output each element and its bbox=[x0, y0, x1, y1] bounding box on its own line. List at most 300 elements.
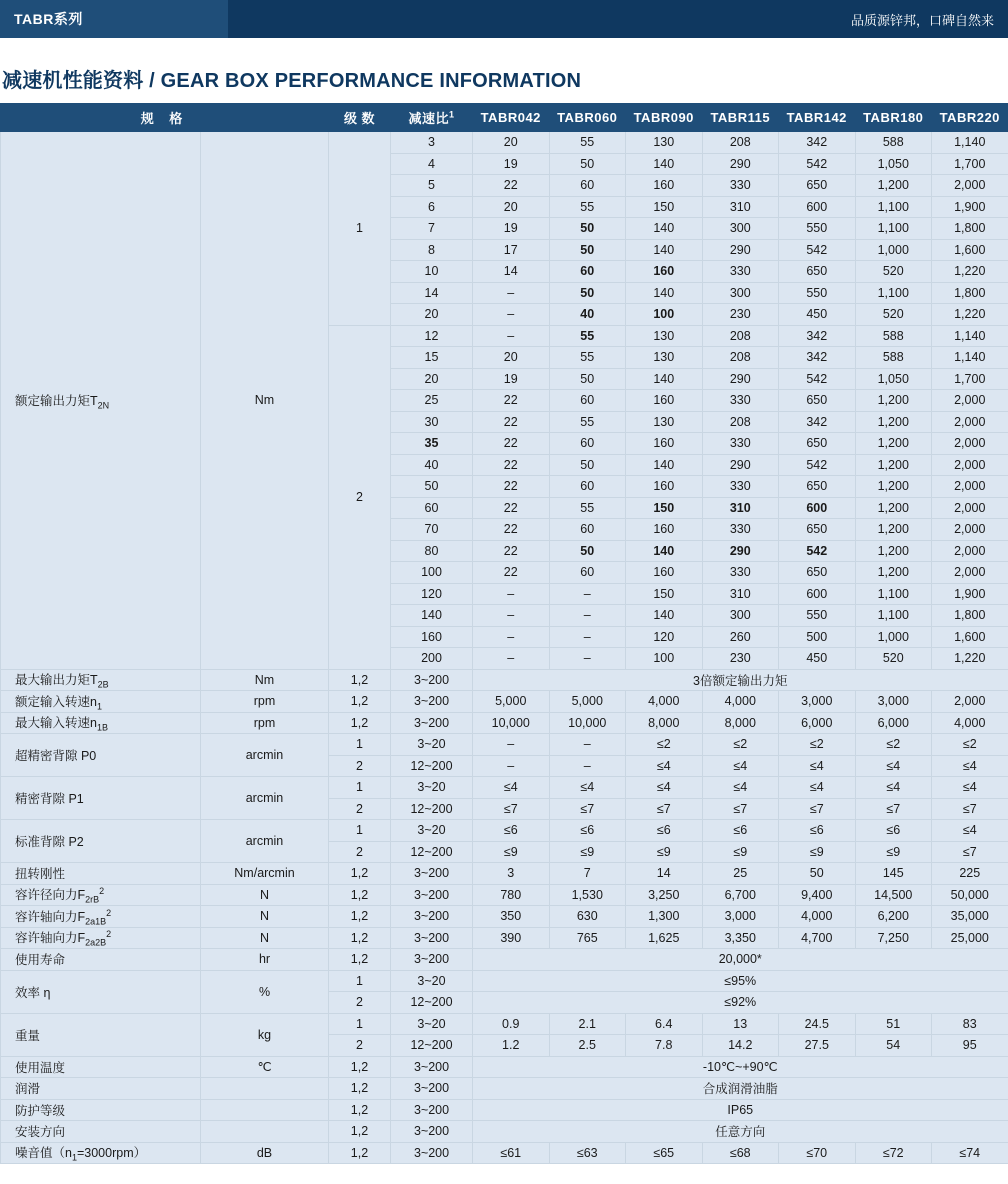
table-row bbox=[1, 1142, 1008, 1164]
value-cell: 1,220 bbox=[932, 648, 1008, 670]
value-cell: ≤4 bbox=[702, 777, 779, 799]
column-header-model-2: TABR090 bbox=[626, 104, 703, 132]
row-label: 润滑 bbox=[1, 1078, 201, 1100]
value-cell: 55 bbox=[549, 347, 626, 369]
value-cell: 300 bbox=[702, 218, 779, 240]
value-cell: 1,200 bbox=[855, 562, 932, 584]
slogan-text: 品质源锌邦，口碑自然来 bbox=[850, 12, 994, 28]
value-cell: 40 bbox=[549, 304, 626, 326]
value-cell: – bbox=[473, 626, 550, 648]
value-cell: 14,500 bbox=[855, 884, 932, 906]
value-cell: 1,200 bbox=[855, 476, 932, 498]
value-cell: 208 bbox=[702, 132, 779, 154]
value-cell: 765 bbox=[549, 927, 626, 949]
value-cell: 25 bbox=[702, 863, 779, 885]
stage-cell: 1,2 bbox=[329, 1099, 391, 1121]
row-label: 容许轴向力$F_{2a2B}^2$ bbox=[1, 927, 201, 949]
value-cell: 60 bbox=[549, 519, 626, 541]
column-header-model-4: TABR142 bbox=[779, 104, 856, 132]
value-cell: – bbox=[549, 734, 626, 756]
value-cell: 650 bbox=[779, 519, 856, 541]
value-cell: – bbox=[549, 605, 626, 627]
value-cell: 14 bbox=[473, 261, 550, 283]
value-cell: ≤4 bbox=[855, 777, 932, 799]
row-label: 扭转刚性 bbox=[1, 863, 201, 885]
table-row bbox=[1, 712, 1008, 734]
value-cell: 19 bbox=[473, 153, 550, 175]
ratio-cell: 3~200 bbox=[391, 949, 473, 971]
value-cell: 630 bbox=[549, 906, 626, 928]
ratio-cell: 3~200 bbox=[391, 712, 473, 734]
value-cell: 50 bbox=[549, 368, 626, 390]
value-cell: 600 bbox=[779, 196, 856, 218]
row-unit: arcmin bbox=[201, 820, 329, 863]
value-cell: 4,000 bbox=[626, 691, 703, 713]
ratio-cell: 3~20 bbox=[391, 820, 473, 842]
value-cell: 1,140 bbox=[932, 347, 1008, 369]
value-cell: 160 bbox=[626, 390, 703, 412]
value-cell: 1,900 bbox=[932, 196, 1008, 218]
value-cell: ≤4 bbox=[626, 755, 703, 777]
page-header bbox=[0, 0, 1008, 38]
ratio-cell: 10 bbox=[391, 261, 473, 283]
value-cell: 542 bbox=[779, 540, 856, 562]
value-cell: – bbox=[549, 755, 626, 777]
value-cell: 588 bbox=[855, 347, 932, 369]
value-cell: 60 bbox=[549, 175, 626, 197]
value-cell: 1,050 bbox=[855, 368, 932, 390]
stage-cell: 2 bbox=[329, 992, 391, 1014]
column-header-stage: 级 数 bbox=[329, 104, 391, 132]
value-cell: 208 bbox=[702, 411, 779, 433]
value-cell: 2,000 bbox=[932, 390, 1008, 412]
value-cell: ≤74 bbox=[932, 1142, 1008, 1164]
value-cell: 1,200 bbox=[855, 175, 932, 197]
ratio-cell: 120 bbox=[391, 583, 473, 605]
value-cell: 50 bbox=[549, 454, 626, 476]
stage-cell: 1 bbox=[329, 1013, 391, 1035]
value-cell: 22 bbox=[473, 562, 550, 584]
value-cell: ≤7 bbox=[702, 798, 779, 820]
table-row bbox=[1, 1099, 1008, 1121]
value-cell: 330 bbox=[702, 175, 779, 197]
ratio-cell: 3~200 bbox=[391, 1099, 473, 1121]
value-cell: ≤4 bbox=[779, 755, 856, 777]
row-unit bbox=[201, 1121, 329, 1143]
stage-cell: 2 bbox=[329, 798, 391, 820]
table-row bbox=[1, 970, 1008, 992]
stage-cell: 1,2 bbox=[329, 712, 391, 734]
value-cell: ≤9 bbox=[473, 841, 550, 863]
value-cell: 3,350 bbox=[702, 927, 779, 949]
value-cell: 22 bbox=[473, 411, 550, 433]
value-cell: ≤6 bbox=[549, 820, 626, 842]
value-cell: ≤6 bbox=[626, 820, 703, 842]
value-cell: 330 bbox=[702, 562, 779, 584]
ratio-cell: 12~200 bbox=[391, 755, 473, 777]
value-cell: – bbox=[473, 734, 550, 756]
table-row bbox=[1, 691, 1008, 713]
value-cell: 290 bbox=[702, 454, 779, 476]
value-cell: 60 bbox=[549, 562, 626, 584]
value-cell: 50 bbox=[549, 239, 626, 261]
value-cell: ≤9 bbox=[702, 841, 779, 863]
value-cell: ≤4 bbox=[779, 777, 856, 799]
ratio-cell: 200 bbox=[391, 648, 473, 670]
value-cell: 1,100 bbox=[855, 282, 932, 304]
value-cell: 330 bbox=[702, 519, 779, 541]
value-cell: 3,000 bbox=[702, 906, 779, 928]
value-cell: 150 bbox=[626, 497, 703, 519]
row-label: 重量 bbox=[1, 1013, 201, 1056]
value-cell: 3,000 bbox=[779, 691, 856, 713]
row-unit: kg bbox=[201, 1013, 329, 1056]
value-cell: 140 bbox=[626, 218, 703, 240]
value-cell: 520 bbox=[855, 648, 932, 670]
ratio-cell: 3~200 bbox=[391, 1121, 473, 1143]
row-unit: hr bbox=[201, 949, 329, 971]
value-cell: 650 bbox=[779, 261, 856, 283]
ratio-cell: 12~200 bbox=[391, 841, 473, 863]
value-cell: 290 bbox=[702, 540, 779, 562]
value-cell: 20 bbox=[473, 196, 550, 218]
value-cell: 330 bbox=[702, 390, 779, 412]
row-unit: arcmin bbox=[201, 734, 329, 777]
ratio-cell: 7 bbox=[391, 218, 473, 240]
column-header-ratio bbox=[391, 104, 473, 132]
value-cell: 7 bbox=[549, 863, 626, 885]
stage-cell: 1,2 bbox=[329, 863, 391, 885]
value-cell: 10,000 bbox=[549, 712, 626, 734]
value-cell: 1,140 bbox=[932, 325, 1008, 347]
column-header-model-6: TABR220 bbox=[932, 104, 1008, 132]
value-cell: 50 bbox=[549, 218, 626, 240]
row-unit bbox=[201, 1078, 329, 1100]
stage-cell: 1,2 bbox=[329, 884, 391, 906]
value-cell: 145 bbox=[855, 863, 932, 885]
value-cell: 310 bbox=[702, 583, 779, 605]
table-body bbox=[1, 132, 1008, 1164]
value-cell: 17 bbox=[473, 239, 550, 261]
row-label: 使用温度 bbox=[1, 1056, 201, 1078]
ratio-cell: 8 bbox=[391, 239, 473, 261]
ratio-cell: 60 bbox=[391, 497, 473, 519]
row-unit: rpm bbox=[201, 712, 329, 734]
value-cell: ≤7 bbox=[549, 798, 626, 820]
value-cell: 3,250 bbox=[626, 884, 703, 906]
value-cell: 6,200 bbox=[855, 906, 932, 928]
value-cell: 4,700 bbox=[779, 927, 856, 949]
value-cell: 650 bbox=[779, 476, 856, 498]
value-cell: 24.5 bbox=[779, 1013, 856, 1035]
ratio-text: 减速比 bbox=[408, 111, 449, 126]
value-cell: 4,000 bbox=[702, 691, 779, 713]
value-cell: ≤9 bbox=[626, 841, 703, 863]
value-cell: 1,000 bbox=[855, 239, 932, 261]
value-cell: 83 bbox=[932, 1013, 1008, 1035]
value-cell: ≤4 bbox=[932, 755, 1008, 777]
ratio-cell: 12~200 bbox=[391, 1035, 473, 1057]
value-cell: 450 bbox=[779, 304, 856, 326]
value-cell: 1,200 bbox=[855, 497, 932, 519]
row-unit: dB bbox=[201, 1142, 329, 1164]
value-cell: 55 bbox=[549, 325, 626, 347]
value-cell: ≤65 bbox=[626, 1142, 703, 1164]
value-cell: 2,000 bbox=[932, 476, 1008, 498]
ratio-cell: 3~200 bbox=[391, 906, 473, 928]
ratio-cell: 3~200 bbox=[391, 669, 473, 691]
value-cell: 13 bbox=[702, 1013, 779, 1035]
table-row bbox=[1, 927, 1008, 949]
value-cell: 1,200 bbox=[855, 454, 932, 476]
value-cell: 542 bbox=[779, 368, 856, 390]
value-cell: ≤7 bbox=[779, 798, 856, 820]
value-cell: ≤9 bbox=[549, 841, 626, 863]
stage-cell-1: 1 bbox=[329, 132, 391, 326]
value-cell: – bbox=[473, 605, 550, 627]
stage-cell: 1,2 bbox=[329, 1078, 391, 1100]
value-cell: ≤7 bbox=[473, 798, 550, 820]
value-span-cell: -10℃~+90℃ bbox=[473, 1056, 1008, 1078]
stage-cell: 1,2 bbox=[329, 949, 391, 971]
value-cell: 55 bbox=[549, 411, 626, 433]
value-cell: ≤72 bbox=[855, 1142, 932, 1164]
value-span-cell: ≤95% bbox=[473, 970, 1008, 992]
value-cell: ≤4 bbox=[932, 777, 1008, 799]
ratio-cell: 3~200 bbox=[391, 863, 473, 885]
value-cell: 160 bbox=[626, 175, 703, 197]
value-cell: 55 bbox=[549, 132, 626, 154]
value-cell: 2,000 bbox=[932, 411, 1008, 433]
row-unit: rpm bbox=[201, 691, 329, 713]
value-cell: 2,000 bbox=[932, 691, 1008, 713]
value-cell: 290 bbox=[702, 153, 779, 175]
ratio-cell: 100 bbox=[391, 562, 473, 584]
value-cell: ≤9 bbox=[855, 841, 932, 863]
value-cell: 14 bbox=[626, 863, 703, 885]
value-cell: 1,530 bbox=[549, 884, 626, 906]
ratio-cell: 35 bbox=[391, 433, 473, 455]
value-cell: 22 bbox=[473, 519, 550, 541]
column-header-model-1: TABR060 bbox=[549, 104, 626, 132]
value-cell: 55 bbox=[549, 497, 626, 519]
value-cell: 6,000 bbox=[855, 712, 932, 734]
value-cell: 342 bbox=[779, 411, 856, 433]
table-row bbox=[1, 1013, 1008, 1035]
value-cell: 290 bbox=[702, 239, 779, 261]
value-cell: 520 bbox=[855, 261, 932, 283]
value-cell: 780 bbox=[473, 884, 550, 906]
value-cell: 4,000 bbox=[779, 906, 856, 928]
value-cell: 50 bbox=[549, 282, 626, 304]
value-cell: 310 bbox=[702, 196, 779, 218]
value-cell: 1,900 bbox=[932, 583, 1008, 605]
value-cell: 550 bbox=[779, 605, 856, 627]
value-cell: 120 bbox=[626, 626, 703, 648]
value-cell: 14.2 bbox=[702, 1035, 779, 1057]
value-cell: 1,200 bbox=[855, 411, 932, 433]
ratio-cell: 50 bbox=[391, 476, 473, 498]
stage-cell: 2 bbox=[329, 755, 391, 777]
value-cell: 225 bbox=[932, 863, 1008, 885]
value-cell: 50 bbox=[549, 153, 626, 175]
table-row bbox=[1, 906, 1008, 928]
value-cell: 1,800 bbox=[932, 605, 1008, 627]
table-row bbox=[1, 1078, 1008, 1100]
value-cell: 22 bbox=[473, 390, 550, 412]
value-cell: 208 bbox=[702, 325, 779, 347]
row-unit bbox=[201, 1099, 329, 1121]
ratio-cell: 70 bbox=[391, 519, 473, 541]
value-cell: 300 bbox=[702, 282, 779, 304]
value-cell: 7,250 bbox=[855, 927, 932, 949]
value-cell: – bbox=[473, 282, 550, 304]
stage-cell-2: 2 bbox=[329, 325, 391, 669]
value-cell: 1,000 bbox=[855, 626, 932, 648]
value-cell: 542 bbox=[779, 239, 856, 261]
ratio-cell: 3~20 bbox=[391, 734, 473, 756]
value-cell: 330 bbox=[702, 433, 779, 455]
value-cell: – bbox=[473, 304, 550, 326]
value-cell: ≤4 bbox=[473, 777, 550, 799]
value-cell: 342 bbox=[779, 347, 856, 369]
value-cell: 60 bbox=[549, 433, 626, 455]
value-cell: 22 bbox=[473, 433, 550, 455]
value-cell: 550 bbox=[779, 218, 856, 240]
value-span-cell: 合成润滑油脂 bbox=[473, 1078, 1008, 1100]
stage-cell: 2 bbox=[329, 841, 391, 863]
value-cell: 1,220 bbox=[932, 304, 1008, 326]
row-unit: N bbox=[201, 884, 329, 906]
value-cell: 140 bbox=[626, 454, 703, 476]
value-cell: – bbox=[473, 325, 550, 347]
ratio-cell: 3~200 bbox=[391, 1142, 473, 1164]
value-cell: – bbox=[549, 626, 626, 648]
row-label: 使用寿命 bbox=[1, 949, 201, 971]
ratio-cell: 40 bbox=[391, 454, 473, 476]
stage-cell: 1,2 bbox=[329, 927, 391, 949]
table-row bbox=[1, 863, 1008, 885]
row-label-rated-torque: 额定输出力矩$T_{2N}$ bbox=[1, 132, 201, 670]
value-cell: 650 bbox=[779, 175, 856, 197]
value-cell: – bbox=[549, 648, 626, 670]
value-cell: 160 bbox=[626, 562, 703, 584]
value-cell: 150 bbox=[626, 196, 703, 218]
ratio-footnote-marker: 1 bbox=[449, 109, 455, 120]
value-cell: – bbox=[473, 648, 550, 670]
value-cell: 1,050 bbox=[855, 153, 932, 175]
table-row bbox=[1, 884, 1008, 906]
table-row bbox=[1, 777, 1008, 799]
value-cell: 600 bbox=[779, 497, 856, 519]
value-cell: 1,100 bbox=[855, 605, 932, 627]
ratio-cell: 5 bbox=[391, 175, 473, 197]
value-cell: 19 bbox=[473, 218, 550, 240]
row-unit: N bbox=[201, 906, 329, 928]
value-cell: ≤61 bbox=[473, 1142, 550, 1164]
value-cell: 1,100 bbox=[855, 583, 932, 605]
value-cell: 1,200 bbox=[855, 433, 932, 455]
value-cell: 2,000 bbox=[932, 433, 1008, 455]
value-cell: 95 bbox=[932, 1035, 1008, 1057]
ratio-cell: 12 bbox=[391, 325, 473, 347]
value-cell: 160 bbox=[626, 476, 703, 498]
value-cell: 1,200 bbox=[855, 390, 932, 412]
ratio-cell: 12~200 bbox=[391, 798, 473, 820]
row-unit: arcmin bbox=[201, 777, 329, 820]
value-cell: 20 bbox=[473, 132, 550, 154]
row-unit: % bbox=[201, 970, 329, 1013]
value-cell: ≤4 bbox=[549, 777, 626, 799]
value-cell: 51 bbox=[855, 1013, 932, 1035]
value-span-cell: IP65 bbox=[473, 1099, 1008, 1121]
value-cell: 7.8 bbox=[626, 1035, 703, 1057]
ratio-cell: 4 bbox=[391, 153, 473, 175]
value-cell: ≤6 bbox=[779, 820, 856, 842]
value-cell: 60 bbox=[549, 476, 626, 498]
value-cell: 1,800 bbox=[932, 218, 1008, 240]
value-cell: 55 bbox=[549, 196, 626, 218]
value-cell: 8,000 bbox=[626, 712, 703, 734]
table-row bbox=[1, 132, 1008, 154]
value-cell: 1,140 bbox=[932, 132, 1008, 154]
value-cell: 130 bbox=[626, 132, 703, 154]
stage-cell: 1,2 bbox=[329, 1056, 391, 1078]
value-cell: ≤4 bbox=[855, 755, 932, 777]
value-cell: 300 bbox=[702, 605, 779, 627]
value-cell: 100 bbox=[626, 648, 703, 670]
value-cell: 130 bbox=[626, 325, 703, 347]
series-label: TABR系列 bbox=[14, 11, 83, 27]
value-cell: – bbox=[473, 583, 550, 605]
ratio-cell: 80 bbox=[391, 540, 473, 562]
stage-cell: 1,2 bbox=[329, 1121, 391, 1143]
value-cell: 140 bbox=[626, 239, 703, 261]
value-cell: 100 bbox=[626, 304, 703, 326]
value-cell: 6.4 bbox=[626, 1013, 703, 1035]
value-cell: 140 bbox=[626, 282, 703, 304]
title-block bbox=[0, 38, 1008, 103]
row-label: 标准背隙 P2 bbox=[1, 820, 201, 863]
value-cell: 130 bbox=[626, 411, 703, 433]
stage-cell: 1 bbox=[329, 820, 391, 842]
table-row bbox=[1, 1121, 1008, 1143]
value-cell: ≤4 bbox=[626, 777, 703, 799]
ratio-cell: 3~200 bbox=[391, 884, 473, 906]
value-cell: 1,700 bbox=[932, 368, 1008, 390]
ratio-cell: 20 bbox=[391, 368, 473, 390]
value-cell: 450 bbox=[779, 648, 856, 670]
value-cell: 140 bbox=[626, 153, 703, 175]
ratio-cell: 3 bbox=[391, 132, 473, 154]
value-cell: ≤7 bbox=[932, 841, 1008, 863]
row-unit-rated-torque: Nm bbox=[201, 132, 329, 670]
ratio-cell: 6 bbox=[391, 196, 473, 218]
value-cell: 1,100 bbox=[855, 196, 932, 218]
ratio-cell: 3~200 bbox=[391, 1078, 473, 1100]
table-header-row bbox=[1, 104, 1008, 132]
value-cell: ≤4 bbox=[702, 755, 779, 777]
value-cell: ≤2 bbox=[702, 734, 779, 756]
value-cell: ≤7 bbox=[855, 798, 932, 820]
stage-cell: 1,2 bbox=[329, 691, 391, 713]
value-cell: 20 bbox=[473, 347, 550, 369]
value-cell: 0.9 bbox=[473, 1013, 550, 1035]
row-label: 容许轴向力$F_{2a1B}^2$ bbox=[1, 906, 201, 928]
value-cell: 208 bbox=[702, 347, 779, 369]
performance-table bbox=[0, 103, 1008, 1164]
value-cell: 160 bbox=[626, 519, 703, 541]
